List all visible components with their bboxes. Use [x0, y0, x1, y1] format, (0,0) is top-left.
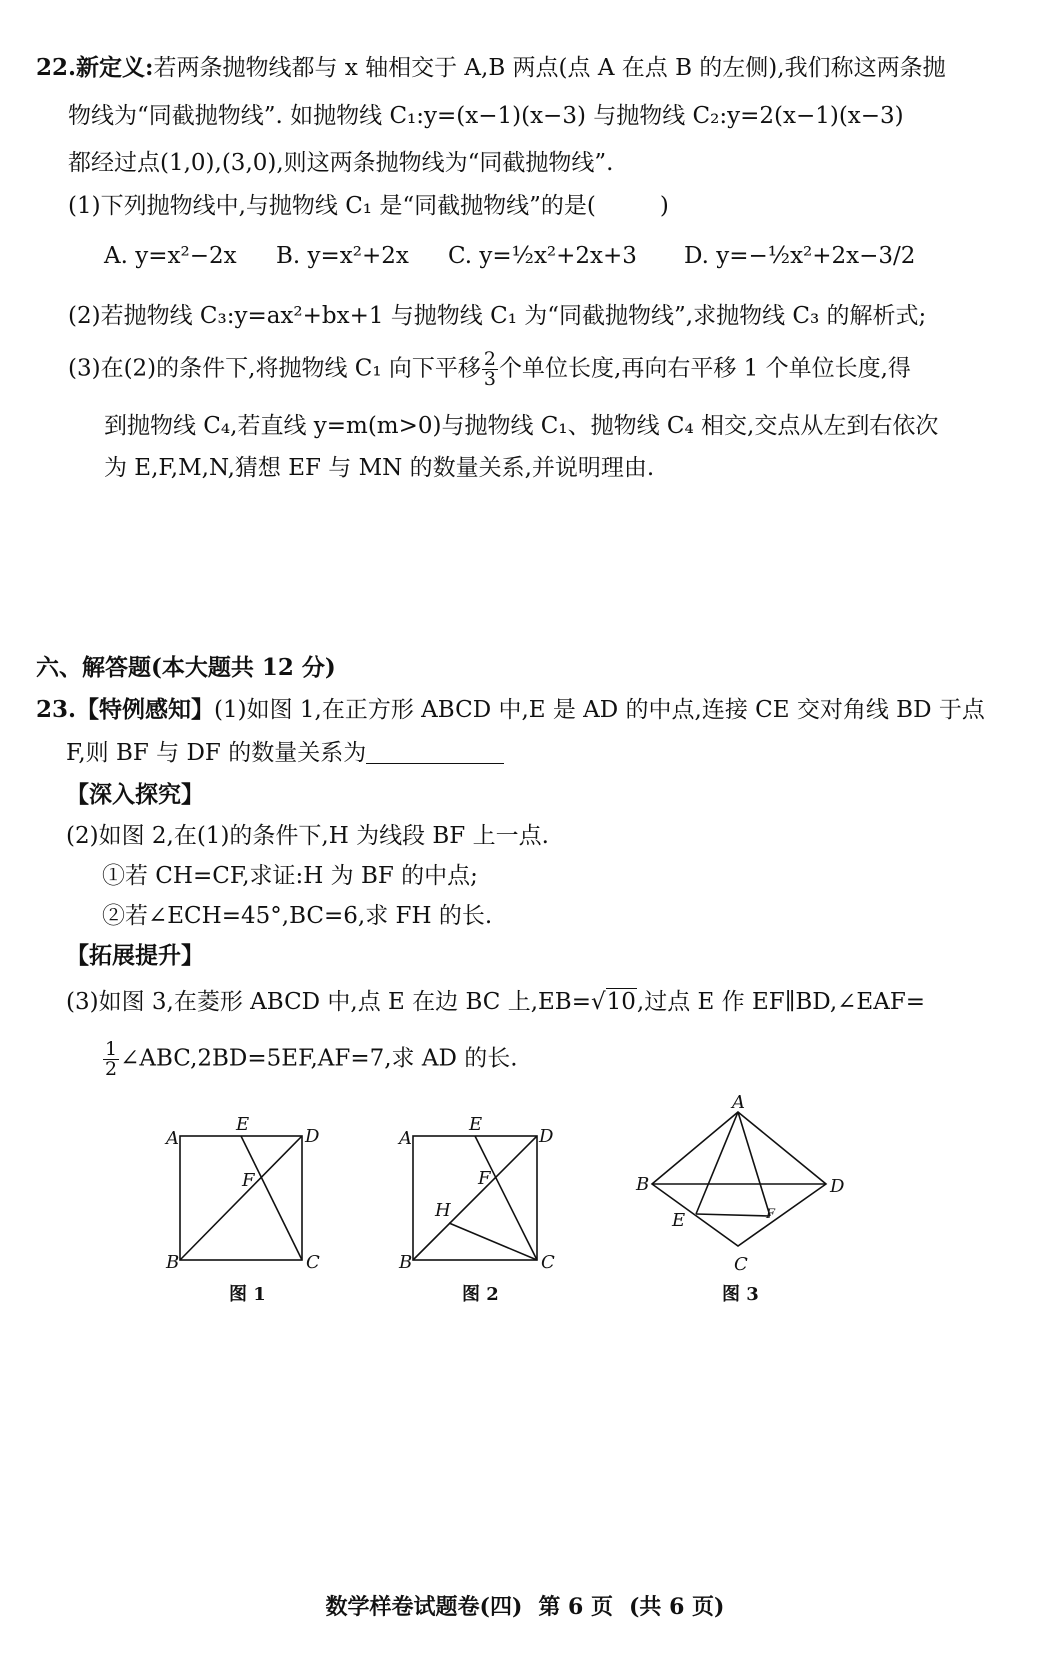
q22-option-c: C. y=½x²+2x+3 — [448, 243, 637, 269]
footer-title: 数学样卷试题卷(四) — [325, 1594, 523, 1620]
section-heading: 六、解答题(本大题共 12 分) — [36, 654, 336, 681]
q23-line2 — [66, 737, 504, 769]
q22-part2: (2)若抛物线 C₃:y=ax²+bx+1 与抛物线 C₁ 为“同截抛物线”,求抛物线 C₃ 的解析式; — [68, 303, 927, 329]
q23-sqrt-value: 10 — [606, 989, 636, 1015]
q23-number: 23. — [36, 696, 77, 723]
fig2-label-b: B — [399, 1252, 413, 1273]
q22-line1-text: 若两条抛物线都与 x 轴相交于 A,B 两点(点 A 在点 B 的左侧),我们称这两条抛 — [153, 55, 946, 81]
q22-option-b: B. y=x²+2x — [276, 243, 409, 269]
fig2-label-d: D — [539, 1126, 554, 1147]
q22-part3-line3: 为 E,F,M,N,猜想 EF 与 MN 的数量关系,并说明理由. — [104, 455, 655, 481]
q23-line6-text-a: (3)如图 3,在菱形 ABCD 中,点 E 在边 BC 上,EB= — [66, 989, 591, 1015]
q23-tag-special: 【特例感知】 — [76, 696, 215, 723]
fig2-label-e: E — [469, 1114, 483, 1135]
answer-blank — [366, 741, 504, 764]
fig1-label-e: E — [236, 1114, 250, 1135]
fig1-label-b: B — [166, 1252, 180, 1273]
q22-part3-fraction: $\frac{2}{3}$ — [483, 348, 497, 390]
figure-1 — [160, 1110, 330, 1275]
q22-line2: 物线为“同截抛物线”. 如抛物线 C₁:y=(x−1)(x−3) 与抛物线 C₂:y=2(x−1)(x−3) — [68, 103, 904, 129]
fig3-label-b: B — [636, 1174, 650, 1195]
q22-number: 22. — [36, 54, 77, 81]
fig1-label-c: C — [306, 1252, 320, 1273]
fig3-label-d: D — [830, 1176, 845, 1197]
fig3-label-a: A — [732, 1094, 745, 1113]
q23-line1 — [36, 694, 985, 726]
q23-line1-text: (1)如图 1,在正方形 ABCD 中,E 是 AD 的中点,连接 CE 交对角线 BD 于点 — [214, 697, 985, 723]
fig3-label-f: F — [766, 1207, 776, 1222]
fig3-label-c: C — [734, 1254, 748, 1274]
q22-part3-text-b: 个单位长度,再向右平移 1 个单位长度,得 — [499, 355, 911, 382]
fig1-caption: 图 1 — [229, 1284, 266, 1305]
fig2-label-h: H — [435, 1200, 451, 1221]
q23-line6: (3)如图 3,在菱形 ABCD 中,点 E 在边 BC 上,EB=√10,过点 E 作 EF∥BD,∠EAF= — [66, 989, 926, 1015]
fig3-caption: 图 3 — [722, 1284, 759, 1305]
q22-line1 — [36, 52, 946, 84]
q22-option-d: D. y=−½x²+2x−3/2 — [684, 243, 916, 269]
q22-part3-text-a: (3)在(2)的条件下,将抛物线 C₁ 向下平移 — [68, 355, 481, 382]
q22-line3: 都经过点(1,0),(3,0),则这两条抛物线为“同截抛物线”. — [68, 150, 614, 176]
fig1-label-a: A — [166, 1128, 179, 1149]
q22-option-a: A. y=x²−2x — [104, 243, 237, 269]
q22-part1 — [68, 190, 669, 222]
figure-2 — [393, 1110, 563, 1275]
q22-part1-close: ) — [659, 193, 669, 219]
fig2-label-f: F — [478, 1168, 491, 1189]
q23-line7 — [102, 1040, 518, 1079]
q23-line3: (2)如图 2,在(1)的条件下,H 为线段 BF 上一点. — [66, 823, 549, 849]
fig2-label-a: A — [399, 1128, 412, 1149]
q23-half-fraction: $\frac{1}{2}$ — [105, 1038, 118, 1080]
fig1-label-d: D — [305, 1126, 320, 1147]
figure-3 — [632, 1094, 852, 1274]
page-footer — [0, 1590, 1050, 1621]
footer-total: (共 6 页) — [629, 1594, 725, 1620]
q23-line7-text: ∠ABC,2BD=5EF,AF=7,求 AD 的长. — [120, 1045, 518, 1072]
fig2-caption: 图 2 — [462, 1284, 499, 1305]
q22-part1-text: (1)下列抛物线中,与抛物线 C₁ 是“同截抛物线”的是( — [68, 193, 596, 219]
q23-line6-text-b: ,过点 E 作 EF∥BD,∠EAF= — [636, 989, 926, 1015]
q23-tag-explore: 【深入探究】 — [66, 781, 204, 808]
q22-part3-line2: 到抛物线 C₄,若直线 y=m(m>0)与抛物线 C₁、抛物线 C₄ 相交,交点从左到右依次 — [104, 413, 939, 439]
q23-line5: ②若∠ECH=45°,BC=6,求 FH 的长. — [102, 903, 493, 929]
fig2-label-c: C — [541, 1252, 555, 1273]
q22-def-label: 新定义: — [76, 54, 154, 81]
q23-line2-text: F,则 BF 与 DF 的数量关系为 — [66, 740, 367, 766]
q23-line4: ①若 CH=CF,求证:H 为 BF 的中点; — [102, 863, 478, 889]
fig3-label-e: E — [672, 1210, 686, 1231]
q22-part3-line1 — [68, 350, 911, 389]
q23-tag-extend: 【拓展提升】 — [66, 942, 204, 969]
fig1-label-f: F — [242, 1170, 255, 1191]
footer-page: 第 6 页 — [538, 1594, 613, 1620]
